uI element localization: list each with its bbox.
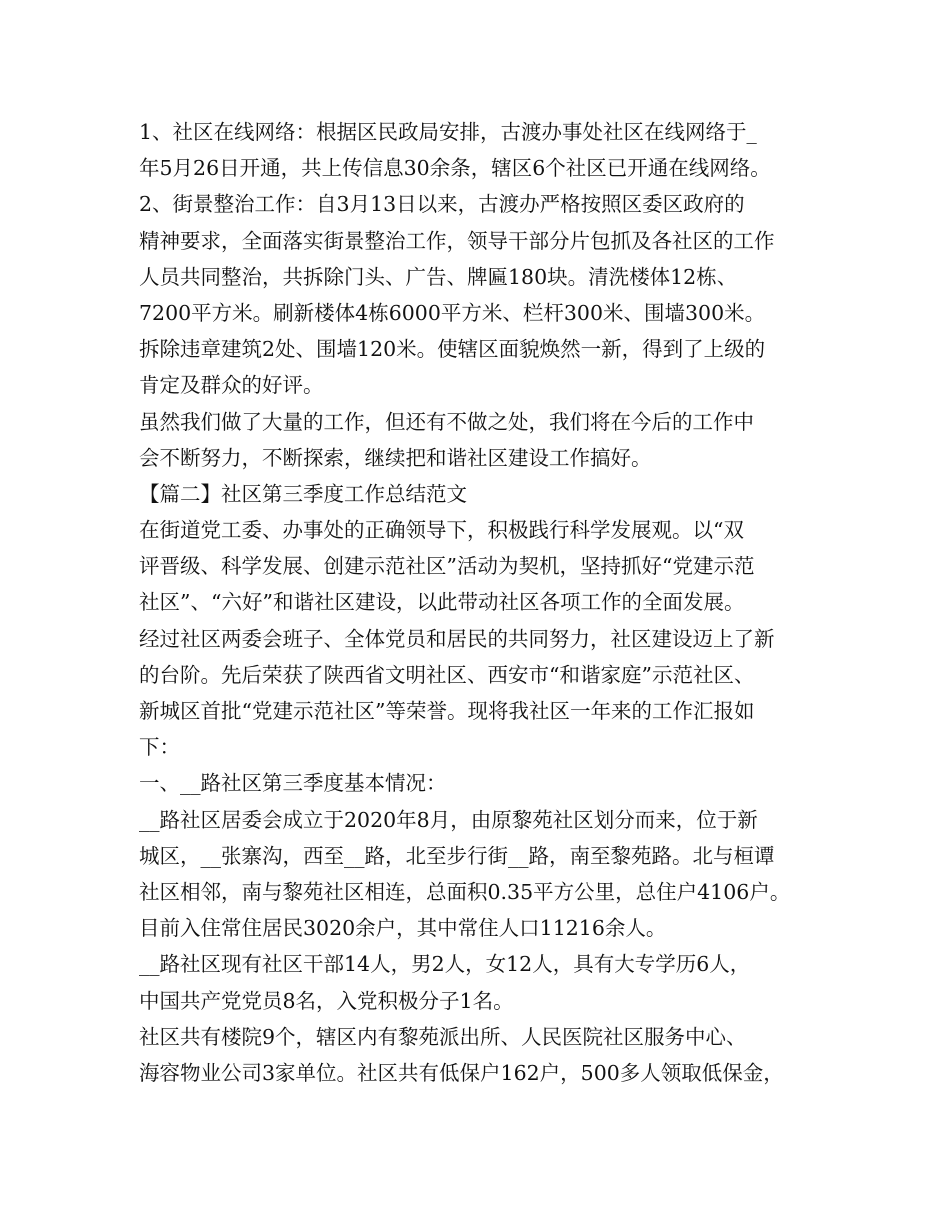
text-line: 虽然我们做了大量的工作，但还有不做之处，我们将在今后的工作中 (139, 409, 754, 434)
document-body (139, 114, 819, 1091)
text-line: 中国共产党党员8名，入党积极分子1名。 (139, 988, 514, 1013)
text-line: 经过社区两委会班子、全体党员和居民的共同努力，社区建设迈上了新 (139, 626, 775, 651)
text-line: 城区，__张寨沟，西至__路，北至步行街__路，南至黎苑路。北与桓谭 (139, 843, 775, 868)
text-line: 社区共有楼院9个，辖区内有黎苑派出所、人民医院社区服务中心、 (139, 1024, 747, 1049)
text-line: 评晋级、科学发展、创建示范社区”活动为契机，坚持抓好“党建示范 (139, 554, 755, 579)
text-line: 2、街景整治工作：自3月13日以来，古渡办严格按照区委区政府的 (139, 192, 745, 217)
text-line: __路社区现有社区干部14人，男2人，女12人，具有大专学历6人， (139, 952, 751, 977)
text-line: 海容物业公司3家单位。社区共有低保户162户，500多人领取低保金， (139, 1060, 784, 1085)
text-line: 年5月26日开通，共上传信息30余条，辖区6个社区已开通在线网络。 (139, 156, 771, 181)
text-line: 精神要求，全面落实街景整治工作，领导干部分片包抓及各社区的工作 (139, 228, 775, 253)
text-line: __路社区居委会成立于2020年8月，由原黎苑社区划分而来，位于新 (139, 807, 758, 832)
text-line: 新城区首批“党建示范社区”等荣誉。现将我社区一年来的工作汇报如 (139, 699, 755, 723)
text-line: 【篇二】社区第三季度工作总结范文 (139, 481, 467, 506)
text-line: 7200平方米。刷新楼体4栋6000平方米、栏杆300米、围墙300米。 (139, 300, 766, 325)
text-line: 肯定及群众的好评。 (139, 373, 324, 398)
text-line: 拆除违章建筑2处、围墙120米。使辖区面貌焕然一新，得到了上级的 (139, 337, 766, 362)
text-line: 目前入住常住居民3020余户，其中常住人口11216余人。 (139, 916, 667, 941)
text-line: 一、__路社区第三季度基本情况： (139, 771, 447, 796)
text-line: 下： (139, 735, 180, 760)
text-line: 会不断努力，不断探索，继续把和谐社区建设工作搞好。 (139, 445, 652, 470)
text-line: 在街道党工委、办事处的正确领导下，积极践行科学发展观。以“双 (139, 518, 744, 543)
text-line: 1、社区在线网络：根据区民政局安排，古渡办事处社区在线网络于_ (139, 120, 757, 144)
text-line: 社区相邻，南与黎苑社区相连，总面积0.35平方公里，总住户4106户。 (139, 879, 791, 904)
text-line: 人员共同整治，共拆除门头、广告、牌匾180块。清洗楼体12栋、 (139, 264, 738, 289)
text-line: 的台阶。先后荣获了陕西省文明社区、西安市“和谐家庭”示范社区、 (139, 662, 755, 687)
text-line: 社区”、“六好”和谐社区建设，以此带动社区各项工作的全面发展。 (139, 590, 745, 615)
